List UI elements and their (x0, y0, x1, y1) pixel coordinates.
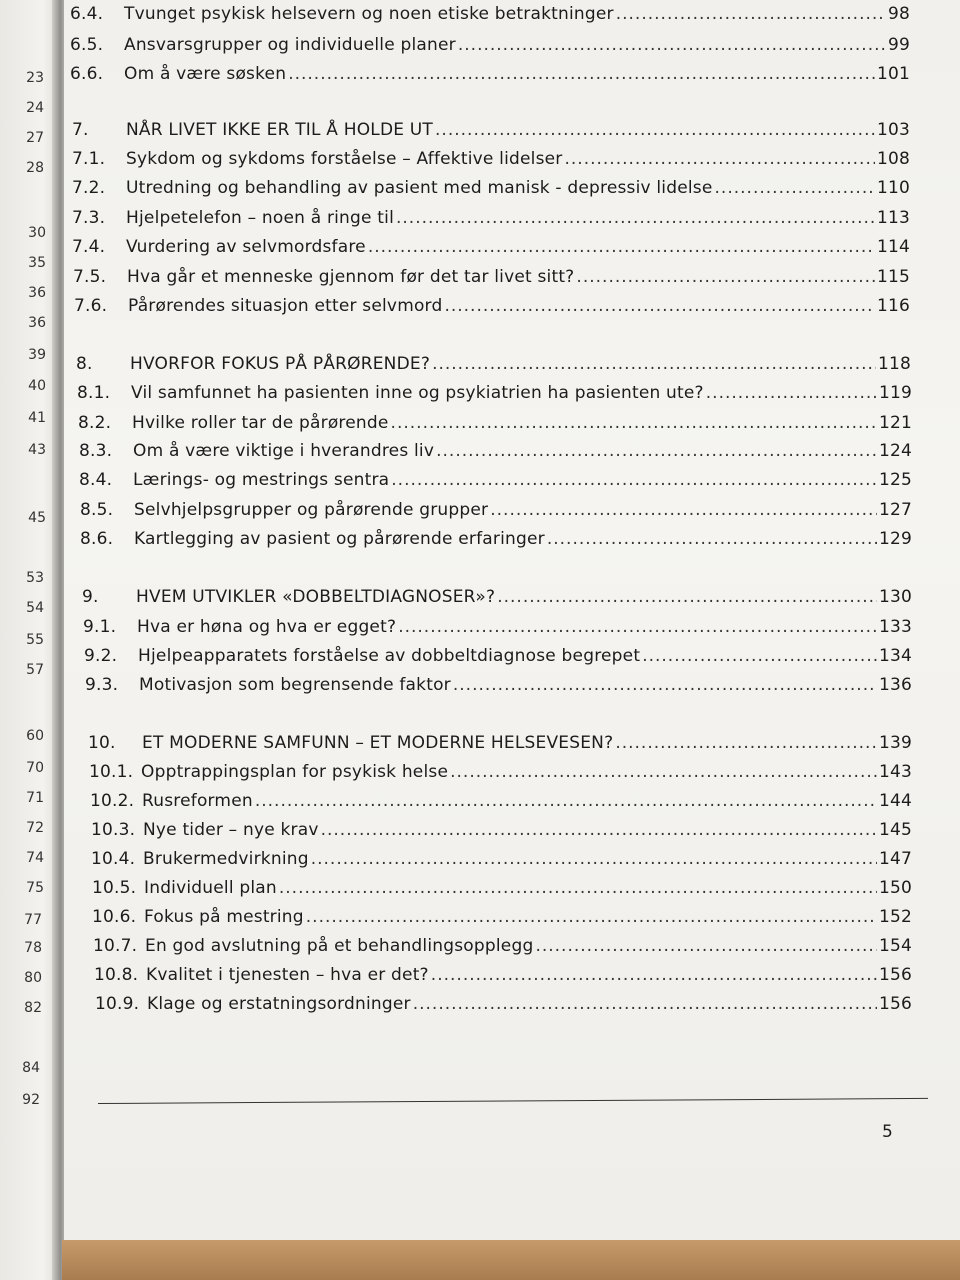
toc-number: 6.5. (70, 35, 104, 55)
toc-page-number: 144 (878, 791, 912, 811)
toc-page-number: 99 (887, 35, 910, 55)
previous-page-number: 55 (26, 632, 44, 648)
previous-page-number: 57 (26, 662, 44, 678)
toc-title: Hjelpeapparatets forståelse av dobbeltdiagnose begrepet (138, 646, 641, 666)
toc-title: NÅR LIVET IKKE ER TIL Å HOLDE UT (126, 120, 434, 140)
toc-page-number: 129 (878, 529, 912, 549)
dot-leader (458, 35, 886, 55)
toc-entry (77, 383, 912, 403)
previous-page-number: 39 (28, 347, 46, 363)
toc-entry (72, 149, 910, 169)
toc-number: 8.3. (79, 441, 113, 461)
toc-entry (90, 791, 912, 811)
toc-number: 6.6. (70, 64, 104, 84)
previous-page-number: 36 (28, 315, 46, 331)
previous-page-number: 23 (26, 70, 44, 86)
dot-leader (547, 529, 877, 549)
dot-leader (490, 500, 877, 520)
toc-entry (89, 762, 912, 782)
toc-entry (83, 617, 912, 637)
toc-page-number: 110 (876, 178, 910, 198)
toc-number: 8.1. (77, 383, 111, 403)
toc-page (64, 0, 960, 1240)
toc-title: Hva er høna og hva er egget? (137, 617, 397, 637)
toc-entry (74, 296, 910, 316)
dot-leader (706, 383, 877, 403)
toc-entry (72, 120, 910, 140)
toc-page-number: 118 (877, 354, 911, 374)
table-of-contents (64, 0, 960, 1240)
previous-page-number: 77 (24, 912, 42, 928)
toc-entry (72, 237, 910, 257)
toc-page-number: 108 (876, 149, 910, 169)
toc-title: Selvhjelpsgrupper og pårørende grupper (134, 500, 489, 520)
toc-page-number: 127 (878, 500, 912, 520)
toc-entry (80, 500, 912, 520)
toc-page-number: 113 (876, 208, 910, 228)
previous-page-number: 80 (24, 970, 42, 986)
toc-entry (88, 733, 912, 753)
toc-entry (79, 470, 912, 490)
dot-leader (715, 178, 875, 198)
dot-leader (431, 965, 877, 985)
toc-page-number: 154 (878, 936, 912, 956)
toc-page-number: 136 (878, 675, 912, 695)
toc-entry (84, 646, 912, 666)
page-number: 5 (882, 1122, 893, 1142)
toc-entry (76, 354, 911, 374)
dot-leader (413, 994, 877, 1014)
toc-page-number: 98 (887, 4, 910, 24)
previous-page-number: 78 (24, 940, 42, 956)
toc-title: HVORFOR FOKUS PÅ PÅRØRENDE? (130, 354, 431, 374)
toc-number: 9.1. (83, 617, 117, 637)
toc-title: Pårørendes situasjon etter selvmord (128, 296, 443, 316)
previous-page-number: 45 (28, 510, 46, 526)
previous-page-number: 28 (26, 160, 44, 176)
dot-leader (535, 936, 877, 956)
previous-page-number: 40 (28, 378, 46, 394)
previous-page-number: 84 (22, 1060, 40, 1076)
dot-leader (616, 4, 886, 24)
toc-title: Hjelpetelefon – noen å ringe til (126, 208, 394, 228)
toc-number: 7.4. (72, 237, 106, 257)
toc-number: 10. (88, 733, 116, 753)
previous-page-number: 54 (26, 600, 44, 616)
toc-page-number: 115 (876, 267, 910, 287)
dot-leader (444, 296, 875, 316)
toc-title: Vil samfunnet ha pasienten inne og psykiatrien ha pasienten ute? (131, 383, 704, 403)
toc-number: 8. (76, 354, 93, 374)
toc-number: 7.6. (74, 296, 108, 316)
toc-number: 10.3. (91, 820, 136, 840)
toc-number: 10.8. (94, 965, 139, 985)
toc-entry (91, 849, 912, 869)
toc-page-number: 130 (878, 587, 912, 607)
dot-leader (321, 820, 877, 840)
dot-leader (288, 64, 875, 84)
toc-number: 10.9. (95, 994, 140, 1014)
dot-leader (453, 675, 877, 695)
toc-page-number: 134 (878, 646, 912, 666)
toc-number: 8.2. (78, 413, 112, 433)
toc-page-number: 125 (878, 470, 912, 490)
toc-entry (92, 907, 912, 927)
toc-title: Tvunget psykisk helsevern og noen etiske betraktninger (124, 4, 614, 24)
previous-page-number: 74 (26, 850, 44, 866)
toc-title: Lærings- og mestrings sentra (133, 470, 390, 490)
toc-page-number: 156 (878, 994, 912, 1014)
toc-page-number: 147 (878, 849, 912, 869)
toc-entry (70, 64, 910, 84)
toc-page-number: 133 (878, 617, 912, 637)
toc-entry (91, 820, 912, 840)
toc-entry (95, 994, 912, 1014)
toc-title: Vurdering av selvmordsfare (126, 237, 366, 257)
toc-page-number: 143 (878, 762, 912, 782)
toc-entry (73, 267, 910, 287)
toc-title: Om å være søsken (124, 64, 287, 84)
dot-leader (497, 587, 877, 607)
toc-entry (93, 936, 912, 956)
toc-title: HVEM UTVIKLER «DOBBELTDIAGNOSER»? (136, 587, 496, 607)
dot-leader (311, 849, 877, 869)
toc-title: Opptrappingsplan for psykisk helse (141, 762, 449, 782)
desk-surface (62, 1240, 960, 1280)
previous-page-number: 72 (26, 820, 44, 836)
dot-leader (642, 646, 877, 666)
toc-page-number: 124 (878, 441, 912, 461)
previous-page-number: 35 (28, 255, 46, 271)
previous-page-number: 53 (26, 570, 44, 586)
toc-number: 9. (82, 587, 99, 607)
previous-page-number: 60 (26, 728, 44, 744)
toc-page-number: 145 (878, 820, 912, 840)
toc-number: 10.1. (89, 762, 134, 782)
dot-leader (391, 470, 877, 490)
dot-leader (450, 762, 877, 782)
toc-page-number: 116 (876, 296, 910, 316)
toc-entry (85, 675, 912, 695)
toc-number: 9.2. (84, 646, 118, 666)
toc-number: 10.7. (93, 936, 138, 956)
toc-title: Fokus på mestring (144, 907, 304, 927)
dot-leader (615, 733, 877, 753)
toc-number: 10.4. (91, 849, 136, 869)
dot-leader (255, 791, 877, 811)
toc-title: Kvalitet i tjenesten – hva er det? (146, 965, 429, 985)
toc-number: 8.6. (80, 529, 114, 549)
toc-number: 10.6. (92, 907, 137, 927)
dot-leader (432, 354, 876, 374)
previous-page-number: 71 (26, 790, 44, 806)
toc-page-number: 156 (878, 965, 912, 985)
toc-entry (79, 441, 912, 461)
toc-number: 9.3. (85, 675, 119, 695)
dot-leader (368, 237, 875, 257)
toc-page-number: 103 (876, 120, 910, 140)
toc-number: 8.4. (79, 470, 113, 490)
toc-entry (70, 4, 910, 24)
previous-page-number: 30 (28, 225, 46, 241)
toc-title: Brukermedvirkning (143, 849, 309, 869)
dot-leader (396, 208, 875, 228)
toc-entry (94, 965, 912, 985)
toc-page-number: 119 (878, 383, 912, 403)
previous-page-number: 24 (26, 100, 44, 116)
toc-page-number: 152 (878, 907, 912, 927)
dot-leader (436, 441, 877, 461)
toc-page-number: 139 (878, 733, 912, 753)
toc-number: 7.3. (72, 208, 106, 228)
previous-page-number: 41 (28, 410, 46, 426)
toc-title: ET MODERNE SAMFUNN – ET MODERNE HELSEVESEN? (142, 733, 614, 753)
dot-leader (435, 120, 875, 140)
toc-number: 8.5. (80, 500, 114, 520)
toc-title: Om å være viktige i hverandres liv (133, 441, 435, 461)
toc-page-number: 150 (878, 878, 912, 898)
previous-page-number: 92 (22, 1092, 40, 1108)
toc-title: Hva går et menneske gjennom før det tar livet sitt? (127, 267, 575, 287)
dot-leader (306, 907, 877, 927)
toc-entry (72, 208, 910, 228)
toc-title: Hvilke roller tar de pårørende (132, 413, 389, 433)
dot-leader (279, 878, 877, 898)
toc-title: Individuell plan (144, 878, 277, 898)
toc-entry (70, 35, 910, 55)
toc-title: Rusreformen (142, 791, 253, 811)
toc-entry (92, 878, 912, 898)
previous-page-number: 75 (26, 880, 44, 896)
toc-entry (80, 529, 912, 549)
dot-leader (391, 413, 877, 433)
toc-title: En god avslutning på et behandlingsopplegg (145, 936, 534, 956)
dot-leader (564, 149, 874, 169)
previous-page-number: 70 (26, 760, 44, 776)
toc-number: 10.2. (90, 791, 135, 811)
toc-number: 7.1. (72, 149, 106, 169)
dot-leader (576, 267, 875, 287)
toc-title: Nye tider – nye krav (143, 820, 319, 840)
toc-number: 7.5. (73, 267, 107, 287)
previous-page-number: 36 (28, 285, 46, 301)
toc-entry (72, 178, 910, 198)
toc-page-number: 101 (876, 64, 910, 84)
toc-title: Klage og erstatningsordninger (147, 994, 411, 1014)
previous-page-number: 43 (28, 442, 46, 458)
previous-page-number: 82 (24, 1000, 42, 1016)
toc-title: Motivasjon som begrensende faktor (139, 675, 451, 695)
previous-page-number: 27 (26, 130, 44, 146)
toc-number: 7.2. (72, 178, 106, 198)
toc-title: Sykdom og sykdoms forståelse – Affektive lidelser (126, 149, 563, 169)
toc-page-number: 114 (876, 237, 910, 257)
toc-title: Kartlegging av pasient og pårørende erfaringer (134, 529, 545, 549)
toc-title: Ansvarsgrupper og individuelle planer (124, 35, 456, 55)
toc-number: 6.4. (70, 4, 104, 24)
toc-page-number: 121 (878, 413, 912, 433)
toc-entry (82, 587, 912, 607)
toc-number: 7. (72, 120, 89, 140)
toc-title: Utredning og behandling av pasient med manisk - depressiv lidelse (126, 178, 713, 198)
dot-leader (398, 617, 877, 637)
toc-entry (78, 413, 912, 433)
toc-number: 10.5. (92, 878, 137, 898)
